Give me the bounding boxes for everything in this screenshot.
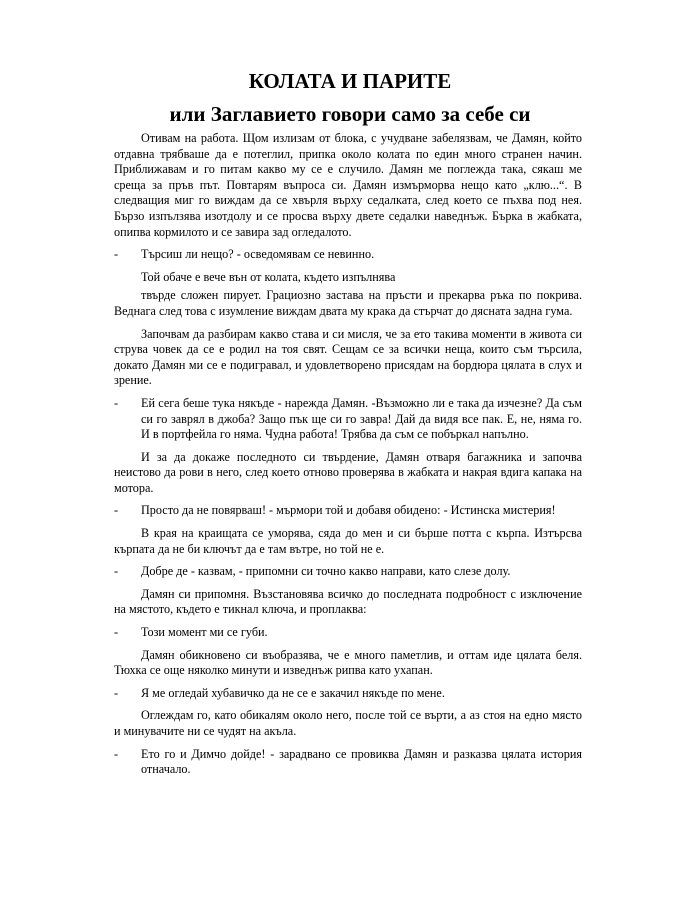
paragraph: Дамян си припомня. Възстановява всичко до последната подробност с изключение на мястото, където е тикнал ключа, и проплаква: xyxy=(114,586,582,617)
dialogue-text: Я ме огледай хубавичко да не се е закачил някъде по мене. xyxy=(141,685,445,700)
paragraph: твърде сложен пирует. Грациозно застава на пръсти и прекарва ръка по покрива. Веднага след това с изумление виждам двата му крака да стърчат до дясната задна гума. xyxy=(114,288,582,318)
paragraph: Дамян обикновено си въобразява, че е много паметлив, и оттам иде цялата беля. Тюхка се още няколко минути и изведнъж рипва като ухапан. xyxy=(114,647,582,678)
dialogue-dash: - xyxy=(114,247,119,262)
dialogue-line xyxy=(114,247,582,263)
dialogue-dash: - xyxy=(114,685,119,700)
dialogue-line xyxy=(114,625,582,641)
dialogue-text: Добре де - казвам, - припомни си точно какво направи, като слезе долу. xyxy=(141,564,511,579)
paragraph: Той обаче е вече вън от колата, където изпълнява xyxy=(141,269,396,284)
paragraph: В края на краищата се уморява, сяда до мен и си бърше потта с кърпа. Изтърсва кърпата да не би ключът да е там вътре, но той не е. xyxy=(114,526,582,556)
paragraph: Започвам да разбирам какво става и си мисля, че за ето такива моменти в живота си струва човек да се е родил на тоя свят. Сещам се за всички неща, които съм търсила, докато Дамян ми се е подигравал, и удовлетворено присядам на бордюра цялата в слух и зрение. xyxy=(114,326,582,388)
dialogue-line xyxy=(114,503,582,519)
dialogue-text: Този момент ми се губи. xyxy=(141,625,268,640)
dialogue-text: Ей сега беше тука някъде - нарежда Дамян. -Възможно ли е така да изчезне? Да съм си го заврял в джоба? Защо пък ще си го завра! Дай да видя все пак. Е, не, няма го. И в портфейла го няма. Чудна работа! Трябва да съм се побъркал напълно. xyxy=(141,395,582,442)
document-subtitle: или Заглавието говори само за себе си xyxy=(169,102,531,126)
dialogue-text: Търсиш ли нещо? - осведомявам се невинно. xyxy=(141,247,375,262)
dialogue-dash: - xyxy=(114,625,119,640)
document-title: КОЛАТА И ПАРИТЕ xyxy=(248,69,452,93)
dialogue-dash: - xyxy=(114,395,119,410)
dialogue-line xyxy=(114,564,582,580)
dialogue-text: Ето го и Димчо дойде! - зарадвано се провиква Дамян и разказва цялата история отначало. xyxy=(141,746,582,777)
paragraph: Оглеждам го, като обикалям около него, после той се върти, а аз стоя на едно място и минувачите ни се чудят на акъла. xyxy=(114,708,582,738)
dialogue-dash: - xyxy=(114,503,119,518)
paragraph: Отивам на работа. Щом излизам от блока, с учудване забелязвам, че Дамян, който отдавна трябваше да е потеглил, припка около колата по един много странен начин. Приближавам и го питам какво му се е случило. Дамян ме поглежда така, сякаш ме среща за пръв път. Повтарям въпроса си. Дамян измърморва нещо като „клю...“. В следващия миг го виждам да се хвърля върху седалката, след което се пъхва под нея. Бързо изпълзява изотдолу и се просва върху двете седалки наведнъж. Бърка в жабката, опипва кормилото и се завира зад огледалото. xyxy=(114,131,582,239)
dialogue-line xyxy=(114,747,582,778)
dialogue-line xyxy=(114,396,582,443)
paragraph: И за да докаже последното си твърдение, Дамян отваря багажника и започва неистово да рови в него, след което отново проверява в жабката и накрая вдига капака на мотора. xyxy=(114,449,582,495)
dialogue-dash: - xyxy=(114,746,119,761)
dialogue-dash: - xyxy=(114,564,119,579)
dialogue-text: Просто да не повярваш! - мърмори той и добавя обидено: - Истинска мистерия! xyxy=(141,503,556,518)
dialogue-line xyxy=(114,686,582,702)
document-body xyxy=(114,131,582,785)
